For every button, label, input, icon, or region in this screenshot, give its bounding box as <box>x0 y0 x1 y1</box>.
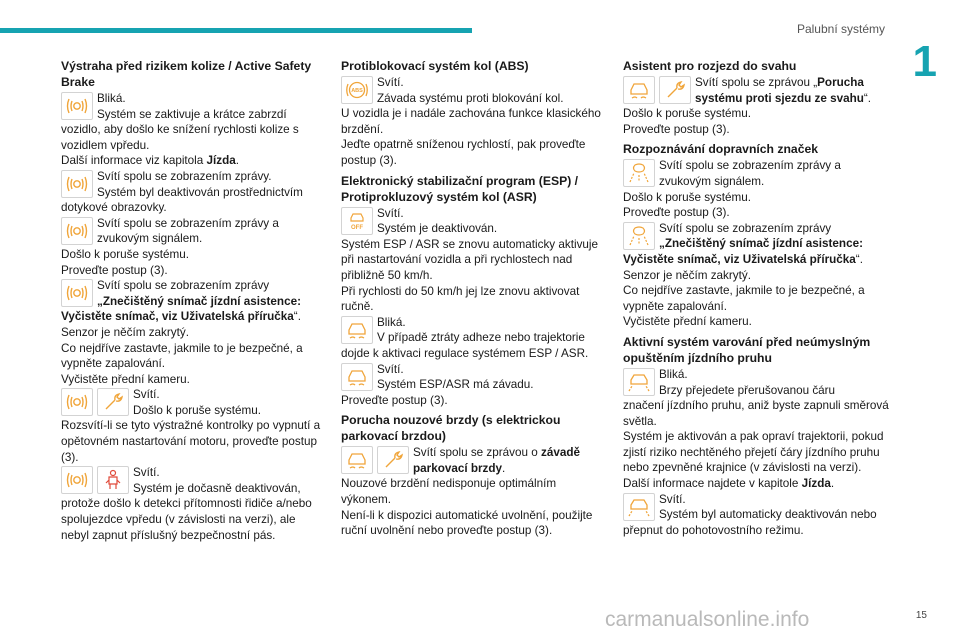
abs-icon <box>341 76 373 104</box>
text: Systém byl deaktivován prostřednictvím <box>97 185 303 199</box>
collision-warning-icon <box>61 170 93 198</box>
text: dojde k aktivaci regulace systémem ESP / ASR. <box>341 346 589 360</box>
text: Svítí spolu se zobrazením zprávy <box>659 221 832 235</box>
text: Další informace najdete v kapitole Jízda. <box>623 477 835 491</box>
warning-row <box>61 465 323 496</box>
text: „Znečištěný snímač jízdní asistence: Vyčistěte snímač, viz Uživatelská příručka“. <box>61 294 301 324</box>
warning-row <box>341 75 607 106</box>
text: Systém je aktivován a pak opraví trajektorii, pokud zjistí riziko nechtěného přejetí čáry jízdního pruhu nebo zpevněné krajnice (v závislosti na verzi). <box>623 430 884 475</box>
text: U vozidla je i nadále zachována funkce klasického brzdění. <box>341 107 601 136</box>
warning-row <box>623 492 889 523</box>
warning-row <box>341 445 607 476</box>
warning-row <box>61 278 323 325</box>
heading-traffic-sign: Rozpoznávání dopravních značek <box>623 142 819 157</box>
text: Svítí. <box>377 206 404 220</box>
warning-row <box>61 216 323 247</box>
text: Svítí spolu se zobrazením zprávy a <box>659 159 841 173</box>
text: zvukovým signálem. <box>659 174 765 188</box>
text: vozidlo, aby došlo ke snížení rychlosti kolize s vozidlem vpředu. <box>61 123 299 152</box>
warning-row <box>341 206 607 237</box>
esp-off-icon <box>341 207 373 235</box>
text: Svítí spolu se zobrazením zprávy. <box>97 169 272 183</box>
text: Systém je dočasně deaktivován, <box>133 481 301 495</box>
heading-abs: Protiblokovací systém kol (ABS) <box>341 59 529 73</box>
text: Proveďte postup (3). <box>623 122 730 136</box>
column-2 <box>341 58 607 539</box>
column-3 <box>623 58 889 538</box>
service-wrench-icon <box>659 76 691 104</box>
text: „Znečištěný snímač jízdní asistence: Vyčistěte snímač, viz Uživatelská příručka“. <box>623 237 863 266</box>
collision-warning-icon <box>61 92 93 120</box>
text: Rozsvítí-li se tyto výstražné kontrolky po vypnutí a opětovném nastartování motoru, proveďte postup (3). <box>61 419 321 464</box>
text: Proveďte postup (3). <box>623 206 730 220</box>
text: Svítí. <box>133 466 160 480</box>
warning-row <box>623 367 889 398</box>
esp-icon <box>341 316 373 344</box>
text: Došlo k poruše systému. <box>623 107 751 121</box>
text: Svítí spolu se zobrazením zprávy <box>97 279 270 293</box>
text: protože došlo k detekci přítomnosti řidiče a/nebo spolujezdce vpředu (v závislosti na verzi), ale nebyl zapnut příslušný bezpečnostní pás. <box>61 497 312 542</box>
collision-warning-icon <box>61 279 93 307</box>
text: Bliká. <box>659 367 688 381</box>
esp-icon <box>341 446 373 474</box>
text: Jeďte opatrně sníženou rychlostí, pak proveďte postup (3). <box>341 138 586 167</box>
lane-departure-icon <box>623 368 655 396</box>
text: V případě ztráty adheze nebo trajektorie <box>377 331 585 345</box>
text: Nouzové brzdění nedisponuje optimálním výkonem. <box>341 477 557 507</box>
text: Svítí. <box>377 76 404 89</box>
collision-warning-icon <box>61 217 93 245</box>
text: Co nejdříve zastavte, jakmile to je bezpečné, a vypněte zapalování. <box>623 284 865 313</box>
text: Brzy přejedete přerušovanou čáru <box>659 383 836 397</box>
text: Systém ESP/ASR má závadu. <box>377 378 534 392</box>
heading-hill-start: Asistent pro rozjezd do svahu <box>623 59 797 73</box>
text: dotykové obrazovky. <box>61 201 167 215</box>
warning-row <box>341 362 607 393</box>
heading-active-safety-brake: Výstraha před rizikem kolize / Active Safety Brake <box>61 59 312 89</box>
text: Další informace viz kapitola Jízda. <box>61 154 239 168</box>
text: Svítí. <box>377 362 404 376</box>
text: Systém se zaktivuje a krátce zabrzdí <box>97 107 287 121</box>
warning-row <box>61 387 323 418</box>
service-wrench-icon <box>377 446 409 474</box>
collision-warning-icon <box>61 466 93 494</box>
text: Svítí spolu se zobrazením zprávy a <box>97 216 279 230</box>
warning-row <box>623 221 889 268</box>
watermark: carmanualsonline.info <box>605 608 810 631</box>
traffic-sign-icon <box>623 159 655 187</box>
section-title: Palubní systémy <box>796 22 885 36</box>
text: Senzor je něčím zakrytý. <box>61 325 189 339</box>
text: Bliká. <box>97 92 126 105</box>
page-number: 15 <box>915 610 927 621</box>
text: Není-li k dispozici automatické uvolnění, použijte ruční uvolnění nebo proveďte postup (3). <box>341 508 593 538</box>
text: Došlo k poruše systému. <box>133 403 261 417</box>
text: Svítí. <box>133 388 160 402</box>
text: Vyčistěte přední kameru. <box>623 315 752 329</box>
seatbelt-person-icon <box>97 466 129 494</box>
text: Systém byl automaticky deaktivován nebo <box>659 508 877 522</box>
text: Proveďte postup (3). <box>341 393 448 407</box>
lane-departure-icon <box>623 493 655 521</box>
warning-row <box>623 75 889 106</box>
warning-row <box>61 169 323 200</box>
heading-esp: Elektronický stabilizační program (ESP) / Protiprokluzový systém kol (ASR) <box>341 173 579 204</box>
header-accent-bar <box>0 28 472 33</box>
collision-warning-icon <box>61 388 93 416</box>
chapter-number: 1 <box>912 37 937 86</box>
column-1 <box>61 58 323 543</box>
text: Svítí. <box>659 492 686 506</box>
esp-icon <box>341 363 373 391</box>
text: Bliká. <box>377 315 406 329</box>
text: Došlo k poruše systému. <box>623 190 751 204</box>
heading-lane-keeping: Aktivní systém varování před neúmyslným opuštěním jízdního pruhu <box>623 334 871 365</box>
text: Došlo k poruše systému. <box>61 247 189 261</box>
heading-parking-brake: Porucha nouzové brzdy (s elektrickou parkovací brzdou) <box>341 413 561 444</box>
text: Svítí spolu se zprávou o závadě parkovací brzdy. <box>413 446 580 475</box>
traffic-sign-icon <box>623 222 655 250</box>
text: Co nejdříve zastavte, jakmile to je bezpečné, a vypněte zapalování. <box>61 341 303 371</box>
text: Při rychlosti do 50 km/h jej lze znovu aktivovat ručně. <box>341 284 580 314</box>
warning-row <box>623 158 889 189</box>
text: Systém ESP / ASR se znovu automaticky aktivuje při nastartování vozidla a při rychlostech nad přibližně 50 km/h. <box>341 237 599 282</box>
warning-row <box>61 91 323 122</box>
text: Svítí spolu se zprávou „Porucha systému proti sjezdu ze svahu“. <box>695 76 872 105</box>
text: přepnut do pohotovostního režimu. <box>623 523 804 537</box>
svg-text:OFF: OFF <box>351 224 363 231</box>
text: Proveďte postup (3). <box>61 263 168 277</box>
text: Senzor je něčím zakrytý. <box>623 268 751 282</box>
text: Vyčistěte přední kameru. <box>61 372 190 386</box>
text: Závada systému proti blokování kol. <box>377 91 564 105</box>
text: Systém je deaktivován. <box>377 222 498 236</box>
esp-icon <box>623 76 655 104</box>
text: značení jízdního pruhu, aniž byste zapnuli směrová světla. <box>623 399 889 428</box>
warning-row <box>341 315 607 346</box>
service-wrench-icon <box>97 388 129 416</box>
text: zvukovým signálem. <box>97 232 203 246</box>
